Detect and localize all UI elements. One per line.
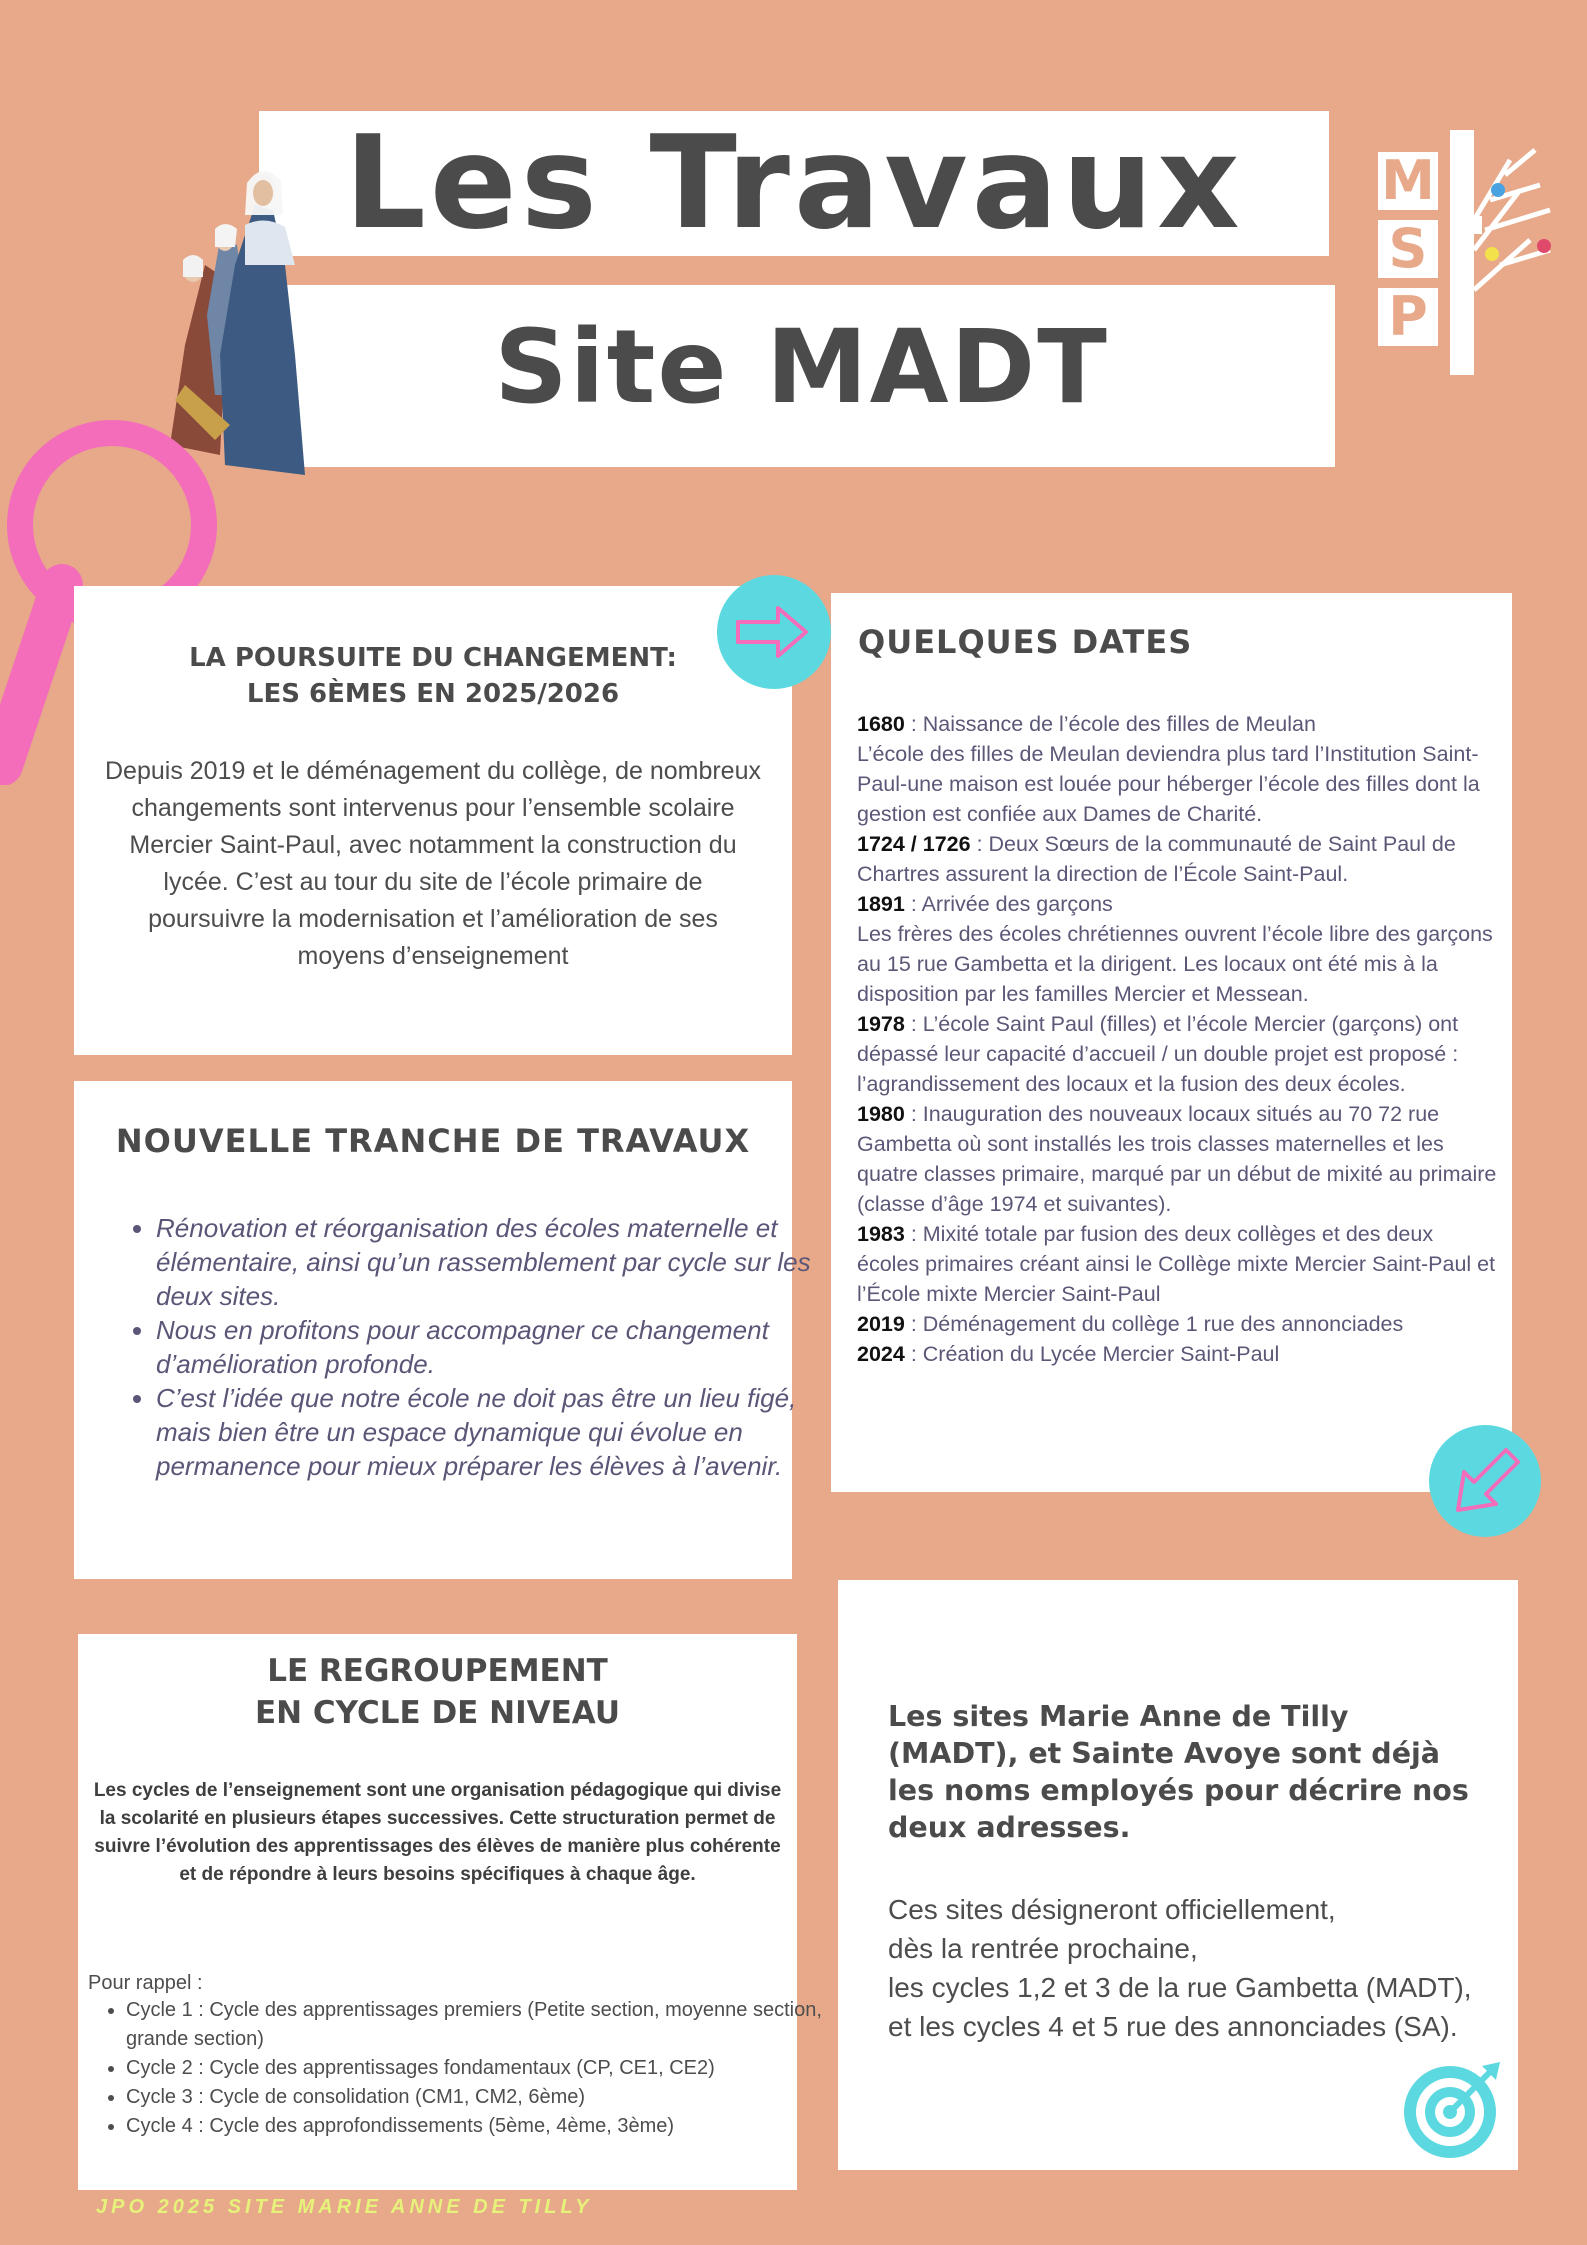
page-title: Les Travaux (344, 109, 1244, 258)
regroupement-title (78, 1650, 797, 1734)
sites-line: les cycles 1,2 et 3 de la rue Gambetta (MADT), et les cycles 4 et 5 rue des annonciades (SA). (888, 1972, 1472, 2042)
date-text: : Naissance de l’école des filles de Meulan (904, 712, 1316, 736)
regroupement-title-line2: EN CYCLE DE NIVEAU (254, 1695, 621, 1731)
regroupement-rappel: Pour rappel : (88, 1972, 203, 1994)
arrow-down-left-icon (1428, 1424, 1542, 1538)
tree-icon (1450, 130, 1568, 380)
logo-letter-m: M (1378, 152, 1438, 210)
cycles-list (88, 1996, 826, 2141)
date-year: 1891 (857, 892, 905, 916)
list-item: • Cycle 2 : Cycle des apprentissages fondamentaux (CP, CE1, CE2) (126, 2054, 826, 2083)
date-text: : Inauguration des nouveaux locaux situés au 70 72 rue Gambetta où sont installés les trois classes maternelles et les quatre classes primaire, marqué par un début de mixité au primaire (classe d’âge 1974 et suivantes). (857, 1102, 1497, 1216)
sites-line: dès la rentrée prochaine, (888, 1933, 1198, 1964)
date-entry (857, 1219, 1497, 1309)
dates-title: QUELQUES DATES (858, 623, 1193, 661)
regroupement-title-line1: LE REGROUPEMENT (267, 1653, 608, 1689)
logo-letter-p: P (1378, 288, 1438, 346)
footer-text: JPO 2025 SITE MARIE ANNE DE TILLY (96, 2196, 593, 2218)
sites-line: Ces sites désigneront officiellement, (888, 1894, 1336, 1925)
date-detail: L’école des filles de Meulan deviendra plus tard l’Institution Saint-Paul-une maison est louée pour héberger l’école des filles dont la gestion est confiée aux Dames de Charité. (857, 742, 1480, 826)
poursuite-title-line1: LA POURSUITE DU CHANGEMENT: (189, 643, 677, 673)
date-year: 1980 (857, 1102, 905, 1126)
arrow-right-icon (716, 574, 832, 690)
date-text: : Deux Sœurs de la communauté de Saint Paul de Chartres assurent la direction de l’École Saint-Paul. (857, 832, 1456, 886)
poursuite-title (74, 640, 792, 712)
date-year: 2019 (857, 1312, 905, 1336)
date-entry (857, 1009, 1497, 1099)
dates-card (831, 593, 1512, 1492)
list-item: • Nous en profitons pour accompagner ce changement d’amélioration profonde. (156, 1313, 811, 1381)
date-text: : Création du Lycée Mercier Saint-Paul (904, 1342, 1280, 1366)
list-item: • Cycle 3 : Cycle de consolidation (CM1, CM2, 6ème) (126, 2083, 826, 2112)
list-item: • Cycle 4 : Cycle des approfondissements (5ème, 4ème, 3ème) (126, 2112, 826, 2141)
list-item: • Rénovation et réorganisation des écoles maternelle et élémentaire, ainsi qu’un rassemblement par cycle sur les deux sites. (156, 1211, 811, 1313)
regroupement-card (78, 1634, 822, 2190)
dates-list (857, 709, 1497, 1369)
title-banner (259, 111, 1329, 256)
msp-logo (1378, 130, 1568, 380)
date-entry (857, 1339, 1497, 1369)
list-item: • Cycle 1 : Cycle des apprentissages premiers (Petite section, moyenne section, grande section) (126, 1996, 826, 2054)
tranche-title: NOUVELLE TRANCHE DE TRAVAUX (115, 1122, 751, 1160)
date-entry (857, 889, 1497, 919)
date-text: : Arrivée des garçons (904, 892, 1113, 916)
tranche-card (74, 1081, 811, 1579)
date-year: 1724 / 1726 (857, 832, 971, 856)
page-subtitle: Site MADT (494, 308, 1109, 427)
date-year: 1978 (857, 1012, 905, 1036)
poursuite-card (74, 586, 792, 1055)
poursuite-title-line2: LES 6ÈMES EN 2025/2026 (246, 679, 620, 709)
sites-bold-text: Les sites Marie Anne de Tilly (MADT), et Sainte Avoye sont déjà les noms employés pour décrire nos deux adresses. (888, 1700, 1469, 1844)
sites-card (838, 1580, 1518, 2170)
date-text: : L’école Saint Paul (filles) et l’école Mercier (garçons) ont dépassé leur capacité d’accueil / un double projet est proposé : l’agrandissement des locaux et la fusion des deux écoles. (857, 1012, 1459, 1096)
date-year: 1983 (857, 1222, 905, 1246)
date-entry (857, 709, 1497, 739)
date-entry (857, 1309, 1497, 1339)
date-text: : Mixité totale par fusion des deux collèges et des deux écoles primaires créant ainsi le Collège mixte Mercier Saint-Paul et l’École mixte Mercier Saint-Paul (857, 1222, 1496, 1306)
tranche-list (114, 1211, 811, 1483)
date-entry (857, 829, 1497, 889)
list-item: • C’est l’idée que notre école ne doit pas être un lieu figé, mais bien être un espace dynamique qui évolue en permanence pour mieux préparer les élèves à l’avenir. (156, 1381, 811, 1483)
date-year: 1680 (857, 712, 905, 736)
target-icon (1400, 2058, 1504, 2162)
logo-letter-s: S (1378, 220, 1438, 278)
regroupement-intro: Les cycles de l’enseignement sont une organisation pédagogique qui divise la scolarité en plusieurs étapes successives. Cette structuration permet de suivre l’évolution des apprentissages des élèves de manière plus cohérente et de répondre à leurs besoins spécifiques à chaque âge. (93, 1780, 782, 1885)
date-entry (857, 1099, 1497, 1219)
date-text: : Déménagement du collège 1 rue des annonciades (904, 1312, 1404, 1336)
subtitle-banner (268, 285, 1335, 467)
date-year: 2024 (857, 1342, 905, 1366)
date-detail: Les frères des écoles chrétiennes ouvrent l’école libre des garçons au 15 rue Gambetta et la dirigent. Les locaux ont été mis à la disposition par les familles Mercier et Messean. (857, 922, 1493, 1006)
sites-body (888, 1890, 1488, 2046)
poursuite-body: Depuis 2019 et le déménagement du collège, de nombreux changements sont intervenus pour l’ensemble scolaire Mercier Saint-Paul, avec notamment la construction du lycée. C’est au tour du site de l’école primaire de poursuivre la modernisation et l’amélioration de ses moyens d’enseignement (105, 757, 761, 970)
